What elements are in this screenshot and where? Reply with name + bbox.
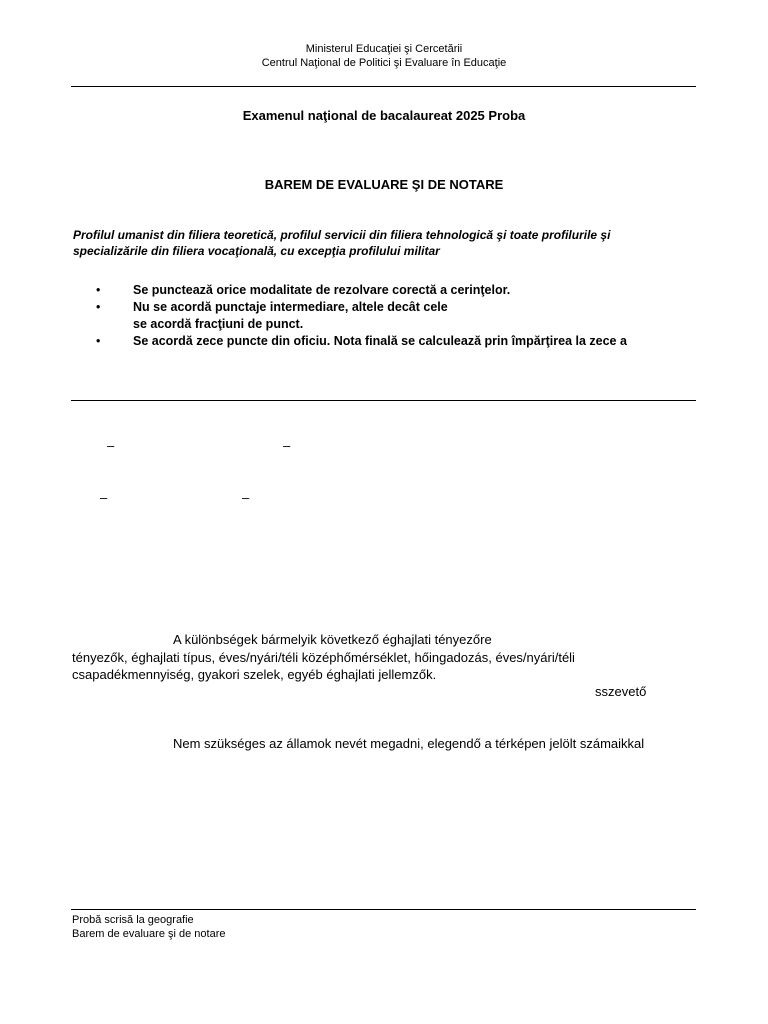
section-divider	[71, 400, 696, 401]
dash-mark: –	[107, 438, 115, 453]
dash-mark: –	[242, 490, 250, 505]
hungarian-line-4: sszevető	[595, 684, 647, 699]
rule-item	[96, 282, 716, 299]
bullet-icon: •	[96, 334, 101, 348]
exam-title: Examenul naţional de bacalaureat 2025 Proba	[242, 108, 526, 123]
footer-subject: Probă scrisă la geografie	[72, 914, 194, 926]
footer-divider	[71, 909, 696, 910]
profile-line-2: specializările din filiera vocaţională, cu excepţia profilului militar	[73, 244, 440, 258]
rule-text: Se acordă zece puncte din oficiu. Nota finală se calculează prin împărţirea la zece a	[133, 334, 627, 348]
center-name: Centrul Naţional de Politici şi Evaluare în Educaţie	[261, 57, 507, 69]
rule-item	[96, 333, 716, 350]
hungarian-note: Nem szükséges az államok nevét megadni, elegendő a térképen jelölt számaikkal	[173, 736, 645, 751]
rule-text: Nu se acordă punctaje intermediare, altele decât cele	[133, 300, 448, 314]
hungarian-line-3: csapadékmennyiség, gyakori szelek, egyéb éghajlati jellemzők.	[72, 667, 437, 682]
profile-description	[73, 227, 693, 259]
rule-item	[96, 299, 716, 316]
bullet-icon: •	[96, 283, 101, 297]
rule-item-continuation	[96, 316, 716, 333]
rules-list	[96, 282, 716, 350]
barem-title: BAREM DE EVALUARE ŞI DE NOTARE	[264, 177, 504, 192]
profile-line-1: Profilul umanist din filiera teoretică, profilul servicii din filiera tehnologică şi toate profilurile şi	[73, 228, 611, 242]
bullet-icon: •	[96, 300, 101, 314]
dash-mark: –	[283, 438, 291, 453]
footer-doc-type: Barem de evaluare şi de notare	[72, 928, 226, 940]
ministry-name: Ministerul Educaţiei şi Cercetării	[305, 43, 463, 55]
hungarian-line-1: A különbségek bármelyik következő éghajlati tényezőre	[173, 632, 492, 647]
dash-mark: –	[100, 490, 108, 505]
rule-text: se acordă fracţiuni de punct.	[133, 317, 304, 331]
rule-text: Se punctează orice modalitate de rezolvare corectă a cerinţelor.	[133, 283, 511, 297]
header-divider	[71, 86, 696, 87]
hungarian-line-2: tényezők, éghajlati típus, éves/nyári/téli középhőmérséklet, hőingadozás, éves/nyári/téli	[72, 650, 575, 665]
